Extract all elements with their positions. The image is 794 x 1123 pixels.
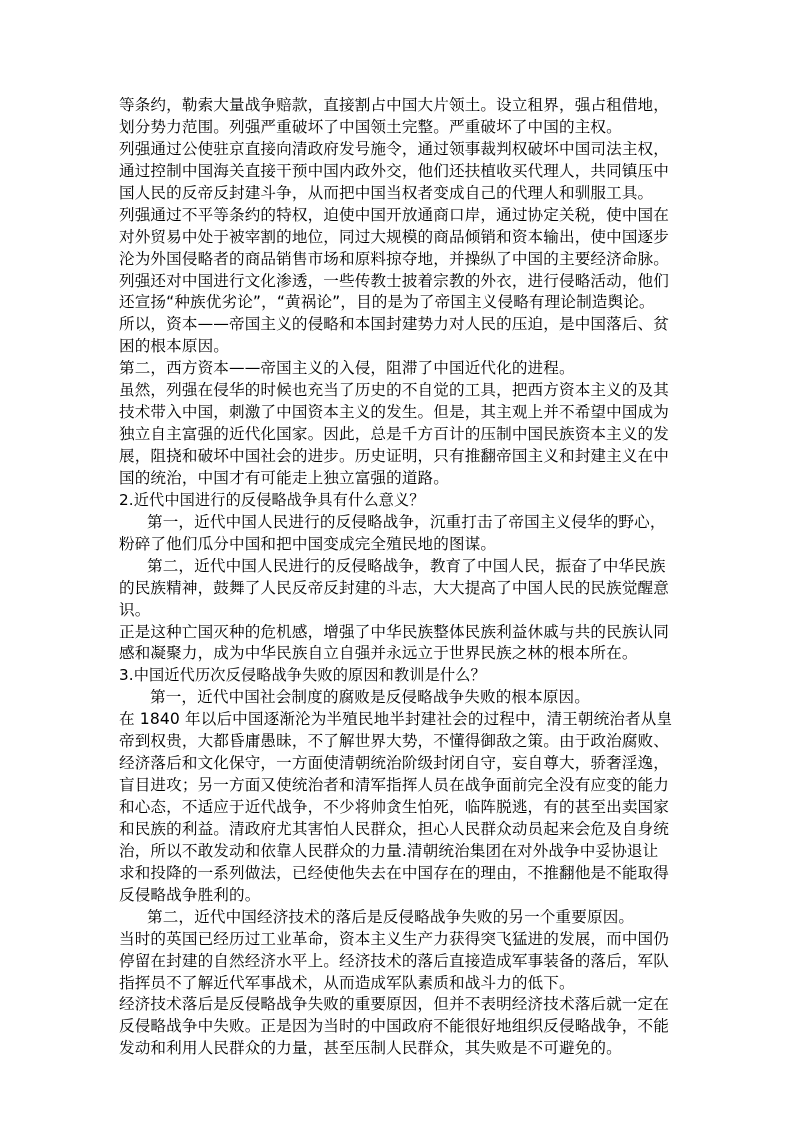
text-line: 当时的英国已经历过工业革命，资本主义生产力获得突飞猛进的发展，而中国仍 (119, 929, 669, 948)
text-line: 第一，近代中国人民进行的反侵略战争，沉重打击了帝国主义侵华的野心， (147, 512, 666, 531)
text-line: 盲目进攻；另一方面又使统治者和清军指挥人员在战争面前完全没有应变的能力 (119, 776, 669, 795)
document-page (119, 95, 675, 1060)
text-line: 和民族的利益。清政府尤其害怕人民群众，担心人民群众动员起来会危及自身统 (119, 819, 669, 838)
text-line: 列强还对中国进行文化渗透，一些传教士披着宗教的外衣，进行侵略活动，他们 (119, 271, 669, 290)
text-line: 国的统治，中国才有可能走上独立富强的道路。 (119, 468, 449, 487)
text-line: 列强通过不平等条约的特权，迫使中国开放通商口岸，通过协定关税，使中国在 (119, 205, 669, 224)
text-line: 沦为外国侵略者的商品销售市场和原料掠夺地，并操纵了中国的主要经济命脉。 (119, 249, 669, 268)
text-line: 正是这种亡国灭种的危机感，增强了中华民族整体民族利益休戚与共的民族认同 (119, 622, 669, 641)
text-line: 独立自主富强的近代化国家。因此，总是千方百计的压制中国民族资本主义的发 (119, 425, 669, 444)
text-line: 等条约，勒索大量战争赔款，直接割占中国大片领土。设立租界，强占租借地， (119, 96, 669, 114)
text-line: 对外贸易中处于被宰割的地位，同过大规模的商品倾销和资本输出，使中国逐步 (119, 227, 669, 246)
question-heading: 2.近代中国进行的反侵略战争具有什么意义？ (119, 490, 425, 509)
text-line: 通过控制中国海关直接干预中国内政外交，他们还扶植收买代理人，共同镇压中 (119, 161, 669, 180)
text-line: 感和凝聚力，成为中华民族自立自强并永远立于世界民族之林的根本所在。 (119, 644, 638, 663)
text-line: 第一，近代中国社会制度的腐败是反侵略战争失败的根本原因。 (150, 688, 590, 707)
text-line: 指挥员不了解近代军事战术，从而造成军队素质和战斗力的低下。 (119, 973, 575, 992)
section-heading: 第二，西方资本——帝国主义的入侵，阻滞了中国近代化的进程。 (119, 359, 575, 378)
text-line: 第二，近代中国经济技术的落后是反侵略战争失败的另一个重要原因。 (147, 907, 635, 926)
text-line: 识。 (119, 600, 151, 619)
text-line: 治，所以不敢发动和依靠人民群众的力量.清朝统治集团在对外战争中妥协退让 (119, 841, 659, 860)
text-line: 技术带入中国，刺激了中国资本主义的发生。但是，其主观上并不希望中国成为 (119, 403, 669, 422)
text-line: 经济落后和文化保守，一方面使清朝统治阶级封闭自守，妄自尊大，骄奢淫逸， (119, 754, 669, 773)
text-line: 粉碎了他们瓜分中国和把中国变成完全殖民地的图谋。 (119, 534, 497, 553)
text-line: 展，阻挠和破坏中国社会的进步。历史证明，只有推翻帝国主义和封建主义在中 (119, 447, 669, 465)
text-line: 在 1840 年以后中国逐渐沦为半殖民地半封建社会的过程中，清王朝统治者从皇 (119, 710, 673, 729)
text-line: 和心态，不适应于近代战争，不少将帅贪生怕死，临阵脱逃，有的甚至出卖国家 (119, 798, 669, 816)
text-line: 还宣扬“种族优劣论”，“黄祸论”，目的是为了帝国主义侵略有理论制造舆论。 (119, 293, 655, 312)
text-line: 困的根本原因。 (119, 337, 229, 356)
text-line: 第二，近代中国人民进行的反侵略战争，教育了中国人民，振奋了中华民族 (147, 556, 666, 575)
text-line: 求和投降的一系列做法，已经使他失去在中国存在的理由，不推翻他是不能取得 (119, 863, 669, 882)
text-line: 反侵略战争胜利的。 (119, 885, 261, 904)
text-line: 帝到权贵，大都昏庸愚昧，不了解世界大势，不懂得御敌之策。由于政治腐败、 (119, 732, 669, 751)
question-heading: 3.中国近代历次反侵略战争失败的原因和教训是什么？ (119, 666, 486, 685)
text-line: 虽然，列强在侵华的时候也充当了历史的不自觉的工具，把西方资本主义的及其 (119, 381, 669, 400)
text-line: 停留在封建的自然经济水平上。经济技术的落后直接造成军事装备的落后，军队 (119, 951, 669, 970)
text-line: 所以，资本——帝国主义的侵略和本国封建势力对人民的压迫，是中国落后、贫 (119, 315, 669, 334)
text-line: 划分势力范围。列强严重破坏了中国领土完整。严重破坏了中国的主权。 (119, 117, 622, 136)
text-line: 发动和利用人民群众的力量，甚至压制人民群众，其失败是不可避免的。 (119, 1039, 622, 1058)
text-line: 列强通过公使驻京直接向清政府发号施令，通过领事裁判权破坏中国司法主权， (119, 139, 669, 158)
text-line: 国人民的反帝反封建斗争，从而把中国当权者变成自己的代理人和驯服工具。 (119, 183, 654, 202)
text-line: 反侵略战争中失败。正是因为当时的中国政府不能很好地组织反侵略战争，不能 (119, 1017, 669, 1036)
text-line: 的民族精神，鼓舞了人民反帝反封建的斗志，大大提高了中国人民的民族觉醒意 (119, 578, 669, 597)
text-line: 经济技术落后是反侵略战争失败的重要原因，但并不表明经济技术落后就一定在 (119, 995, 669, 1014)
